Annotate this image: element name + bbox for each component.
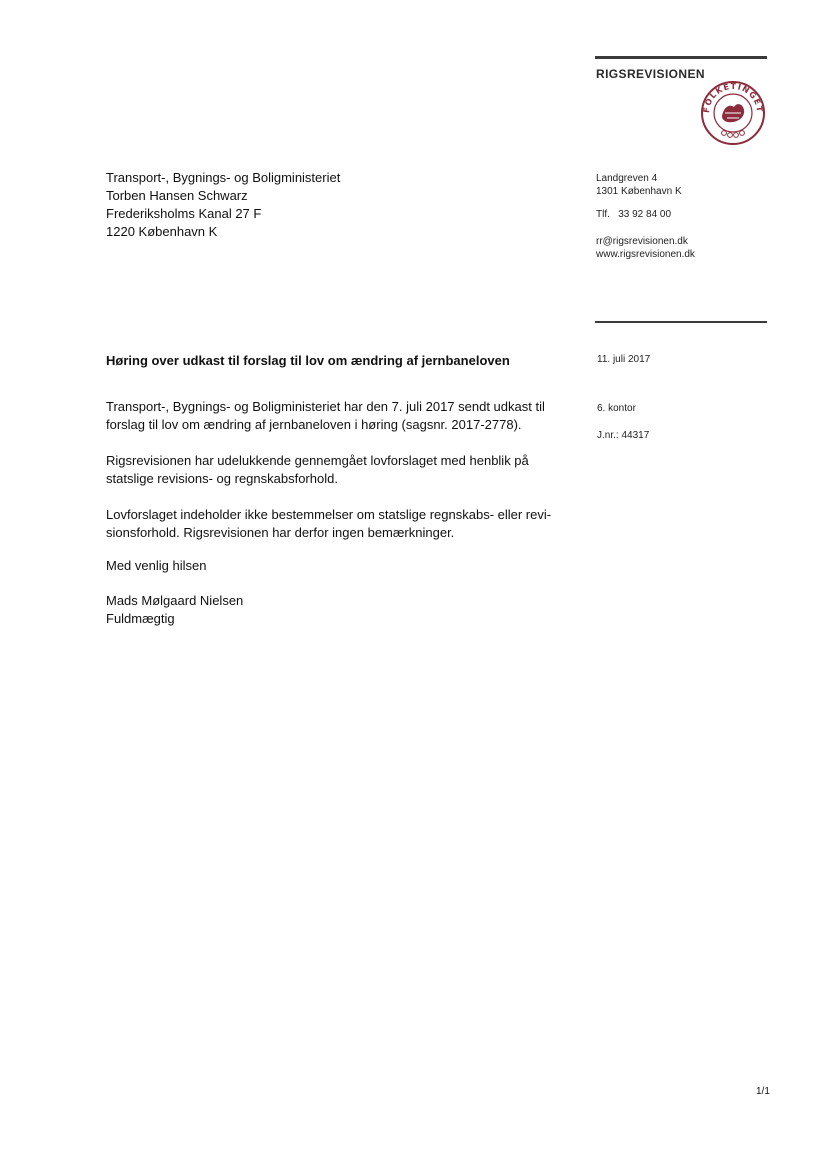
body-line: sionsforhold. Rigsrevisionen har derfor ingen bemærkninger.: [106, 525, 455, 540]
office-label: 6. kontor: [597, 403, 636, 414]
sender-phone: Tlf. 33 92 84 00: [596, 209, 672, 220]
sender-divider: [595, 321, 767, 323]
body-paragraph: [106, 398, 576, 434]
signatory-title: Fuldmægtig: [106, 611, 175, 626]
closing-greeting: Med venlig hilsen: [106, 558, 207, 573]
recipient-organisation: Transport-, Bygnings- og Boligministeriet: [106, 170, 341, 185]
sender-street: Landgreven 4: [596, 173, 658, 184]
body-line: Lovforslaget indeholder ikke bestemmelser om statslige regnskabs- eller revi-: [106, 507, 552, 522]
folketinget-seal-icon: [700, 80, 766, 146]
recipient-person: Torben Hansen Schwarz: [106, 188, 248, 203]
sender-website: www.rigsrevisionen.dk: [596, 249, 695, 260]
org-name: RIGSREVISIONEN: [596, 67, 705, 81]
body-line: forslag til lov om ændring af jernbaneloven i høring (sagsnr. 2017-2778).: [106, 417, 522, 432]
journal-number: J.nr.: 44317: [597, 430, 650, 441]
letterhead-top-rule: [595, 56, 767, 59]
recipient-city: 1220 København K: [106, 224, 218, 239]
sender-address-block: [596, 172, 695, 261]
sender-email: rr@rigsrevisionen.dk: [596, 236, 688, 247]
body-paragraph: [106, 452, 576, 488]
svg-text:FOLKETINGET: FOLKETINGET: [701, 81, 765, 114]
letter-subject: Høring over udkast til forslag til lov om ændring af jernbaneloven: [106, 353, 510, 368]
body-line: statslige revisions- og regnskabsforhold.: [106, 471, 338, 486]
recipient-street: Frederiksholms Kanal 27 F: [106, 206, 262, 221]
body-line: Rigsrevisionen har udelukkende gennemgået lovforslaget med henblik på: [106, 453, 529, 468]
recipient-address-block: [106, 169, 340, 241]
page-number: 1/1: [756, 1086, 770, 1097]
signatory-name: Mads Mølgaard Nielsen: [106, 593, 244, 608]
body-paragraph: [106, 506, 576, 542]
sender-city: 1301 København K: [596, 186, 682, 197]
body-line: Transport-, Bygnings- og Boligministeriet har den 7. juli 2017 sendt udkast til: [106, 399, 545, 414]
letter-date: 11. juli 2017: [597, 354, 651, 365]
letter-body: [106, 398, 576, 560]
